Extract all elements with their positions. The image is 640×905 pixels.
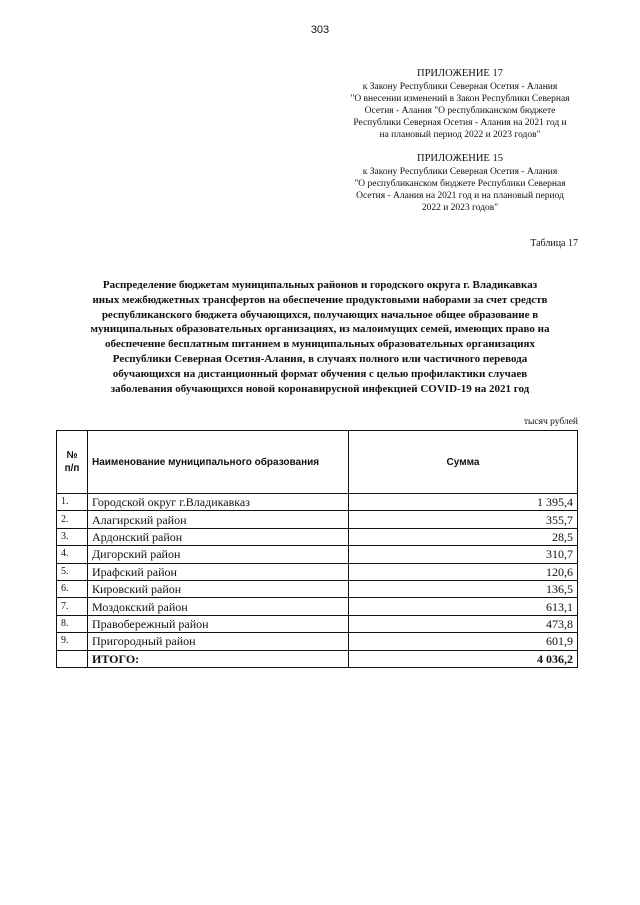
- appendix-15-line: к Закону Республики Северная Осетия - Алания: [362, 167, 558, 177]
- row-number: 5.: [57, 563, 88, 580]
- appendix-15-line: "О республиканском бюджете Республики Северная: [354, 179, 566, 189]
- table-row: [57, 494, 578, 511]
- table-row: [57, 528, 578, 545]
- title-line: республиканского бюджета обучающихся, получающих начальное общее образование в: [101, 308, 539, 321]
- row-name: Правобережный район: [88, 615, 349, 632]
- row-sum: 355,7: [349, 511, 578, 528]
- header-sum: Сумма: [349, 431, 578, 494]
- title-line: Республики Северная Осетия-Алания, в случаях полного или частичного перевода: [112, 352, 528, 365]
- row-name: Кировский район: [88, 580, 349, 597]
- row-number: 2.: [57, 511, 88, 528]
- title-line: иных межбюджетных трансфертов на обеспечение продуктовыми наборами за счет средств: [92, 293, 548, 306]
- document-title: [70, 278, 570, 396]
- row-number: 8.: [57, 615, 88, 632]
- units-label: тысяч рублей: [523, 417, 578, 427]
- row-name: Моздокский район: [88, 598, 349, 615]
- row-number: 1.: [57, 494, 88, 511]
- row-sum: 120,6: [349, 563, 578, 580]
- row-number: 4.: [57, 546, 88, 563]
- total-sum: 4 036,2: [349, 650, 578, 667]
- title-line: заболевания обучающихся новой коронавирусной инфекцией COVID-19 на 2021 год: [110, 382, 530, 395]
- row-number: 6.: [57, 580, 88, 597]
- table-row: [57, 615, 578, 632]
- appendix-17-line: Республики Северная Осетия - Алания на 2021 год и: [353, 118, 567, 128]
- title-line: Распределение бюджетам муниципальных районов и городского округа г. Владикавказ: [102, 279, 538, 291]
- table-row: [57, 563, 578, 580]
- page-number: 303: [310, 24, 330, 36]
- row-sum: 601,9: [349, 633, 578, 650]
- table-row: [57, 511, 578, 528]
- appendix-17-line: Осетия - Алания "О республиканском бюджете: [364, 106, 556, 116]
- total-number-cell: [57, 650, 88, 667]
- row-sum: 310,7: [349, 546, 578, 563]
- total-label: ИТОГО:: [88, 650, 349, 667]
- row-name: Алагирский район: [88, 511, 349, 528]
- budget-table: [56, 430, 578, 668]
- table-row: [57, 580, 578, 597]
- table-row: [57, 598, 578, 615]
- header-number-sign: №: [66, 450, 78, 461]
- appendix-17-block: [330, 67, 590, 141]
- appendix-15-block: [330, 152, 590, 214]
- row-sum: 28,5: [349, 528, 578, 545]
- title-line: обучающихся на дистанционный формат обучения с целью профилактики случаев: [112, 367, 528, 380]
- row-sum: 136,5: [349, 580, 578, 597]
- row-name: Дигорский район: [88, 546, 349, 563]
- appendix-17-line: к Закону Республики Северная Осетия - Алания: [362, 82, 558, 92]
- row-name: Ирафский район: [88, 563, 349, 580]
- table-total-row: [57, 650, 578, 667]
- row-sum: 613,1: [349, 598, 578, 615]
- appendix-17-line: "О внесении изменений в Закон Республики Северная: [350, 94, 570, 104]
- appendix-17-line: на плановый период 2022 и 2023 годов": [379, 130, 541, 140]
- row-name: Ардонский район: [88, 528, 349, 545]
- appendix-15-line: Осетия - Алания на 2021 год и на плановый период: [356, 191, 564, 201]
- row-number: 7.: [57, 598, 88, 615]
- title-line: обеспечение бесплатным питанием в муниципальных образовательных организациях: [105, 338, 535, 351]
- table-header-row: [57, 431, 578, 494]
- row-number: 3.: [57, 528, 88, 545]
- table-row: [57, 633, 578, 650]
- title-line: муниципальных образовательных организациях, из малоимущих семей, имеющих право на: [90, 323, 550, 336]
- row-name: Городской округ г.Владикавказ: [88, 494, 349, 511]
- table-label: Таблица 17: [530, 238, 578, 249]
- row-sum: 1 395,4: [349, 494, 578, 511]
- header-name: Наименование муниципального образования: [88, 431, 349, 494]
- row-name: Пригородный район: [88, 633, 349, 650]
- appendix-17-heading: ПРИЛОЖЕНИЕ 17: [417, 68, 503, 79]
- row-number: 9.: [57, 633, 88, 650]
- row-sum: 473,8: [349, 615, 578, 632]
- header-number-abbr: п/п: [64, 463, 80, 474]
- appendix-15-line: 2022 и 2023 годов": [421, 203, 499, 213]
- appendix-15-heading: ПРИЛОЖЕНИЕ 15: [417, 153, 503, 164]
- header-number: [57, 431, 88, 494]
- table-row: [57, 546, 578, 563]
